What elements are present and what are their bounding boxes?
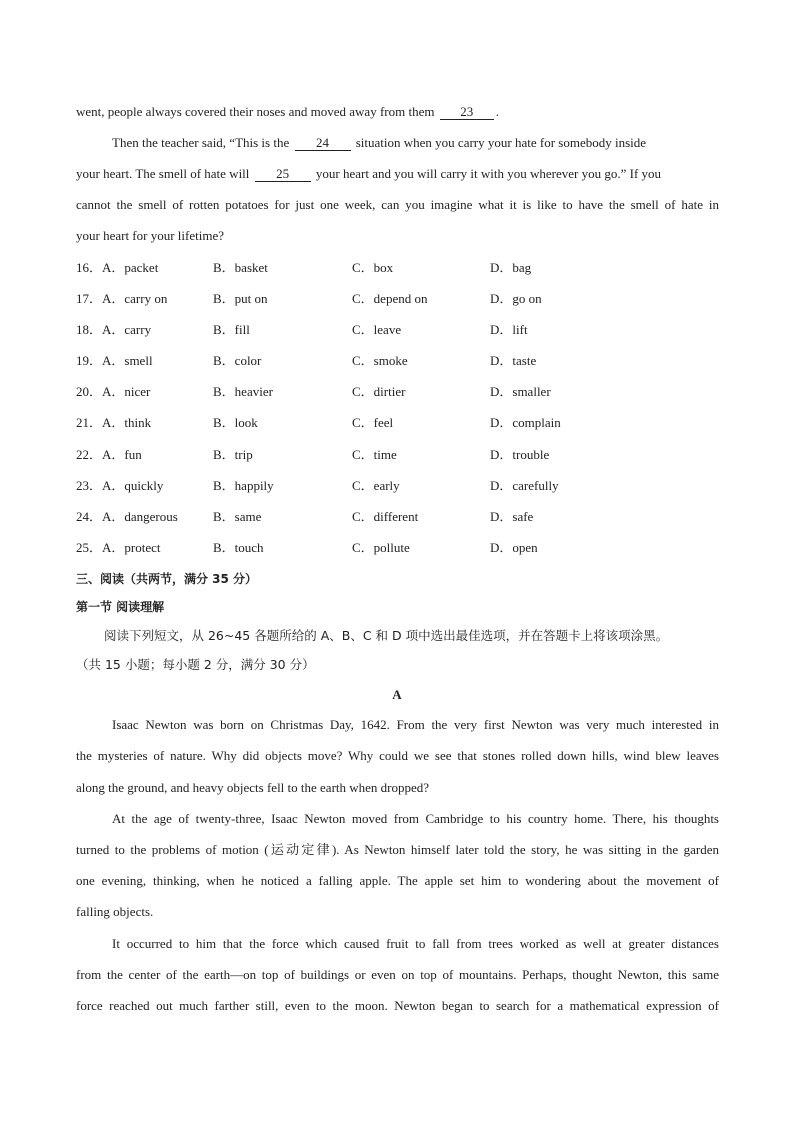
option-b: B．put on — [213, 291, 268, 306]
passage-line: one evening, thinking, when he noticed a falling apple. The apple set him to wondering about the movement of — [76, 873, 719, 888]
cloze-line-5: your heart for your lifetime? — [76, 228, 224, 243]
option-d: D．smaller — [490, 384, 551, 399]
passage-label: A — [392, 687, 402, 702]
cloze-text: went, people always covered their noses and moved away from them — [76, 104, 435, 119]
option-d: D．complain — [490, 415, 561, 430]
cloze-line-3 — [76, 165, 719, 183]
option-d: D．taste — [490, 353, 537, 368]
option-a: 22．A．fun — [76, 447, 142, 462]
option-c: C．feel — [352, 415, 394, 430]
cloze-line-2 — [112, 134, 719, 152]
option-c: C．pollute — [352, 540, 410, 555]
section-heading: 三、阅读（共两节，满分 35 分） — [76, 572, 258, 586]
cloze-line-1 — [76, 103, 719, 121]
option-c: C．time — [352, 447, 397, 462]
option-c: C．early — [352, 478, 400, 493]
passage-line: from the center of the earth—on top of buildings or even on top of mountains. Perhaps, thought Newton, this same — [76, 967, 719, 982]
cloze-text: your heart. The smell of hate will — [76, 166, 250, 181]
instructions-line-1: 阅读下列短文，从 26~45 各题所给的 A、B、C 和 D 项中选出最佳选项，并在答题卡上将该项涂黑。 — [104, 628, 669, 643]
passage-line: At the age of twenty-three, Isaac Newton moved from Cambridge to his country home. There, his thoughts — [112, 811, 719, 826]
option-a: 21．A．think — [76, 415, 152, 430]
option-d: D．lift — [490, 322, 528, 337]
passage-line: It occurred to him that the force which caused fruit to fall from trees worked as well at greater distances — [112, 936, 719, 951]
option-a: 24．A．dangerous — [76, 509, 178, 524]
option-a: 17．A．carry on — [76, 291, 168, 306]
passage-line: falling objects. — [76, 904, 154, 919]
option-b: B．same — [213, 509, 262, 524]
passage-line: force reached out much farther still, even to the moon. Newton began to search for a mathematical expression of — [76, 998, 719, 1013]
option-c: C．dirtier — [352, 384, 406, 399]
option-d: D．open — [490, 540, 538, 555]
option-b: B．look — [213, 415, 258, 430]
option-c: C．box — [352, 260, 394, 275]
option-c: C．leave — [352, 322, 402, 337]
blank-23: 23 — [440, 105, 494, 120]
option-d: D．go on — [490, 291, 542, 306]
option-a: 18．A．carry — [76, 322, 152, 337]
option-b: B．fill — [213, 322, 250, 337]
option-c: C．smoke — [352, 353, 408, 368]
option-a: 16．A．packet — [76, 260, 159, 275]
cloze-text: your heart and you will carry it with you wherever you go.” If you — [315, 166, 662, 181]
option-c: C．different — [352, 509, 419, 524]
option-a: 19．A．smell — [76, 353, 153, 368]
passage-line: the mysteries of nature. Why did objects move? Why could we see that stones rolled down hills, wind blew leaves — [76, 748, 719, 763]
option-d: D．trouble — [490, 447, 550, 462]
instructions-line-2: （共 15 小题；每小题 2 分，满分 30 分） — [76, 657, 315, 672]
blank-25: 25 — [255, 167, 311, 182]
option-b: B．happily — [213, 478, 274, 493]
option-b: B．heavier — [213, 384, 273, 399]
cloze-text: Then the teacher said, “This is the — [112, 135, 290, 150]
option-a: 20．A．nicer — [76, 384, 151, 399]
cloze-text: situation when you carry your hate for somebody inside — [355, 135, 647, 150]
option-a: 23．A．quickly — [76, 478, 164, 493]
blank-24: 24 — [295, 136, 351, 151]
passage-line: Isaac Newton was born on Christmas Day, 1642. From the very first Newton was very much interested in — [112, 717, 719, 732]
option-a: 25．A．protect — [76, 540, 161, 555]
option-d: D．carefully — [490, 478, 559, 493]
option-b: B．trip — [213, 447, 253, 462]
option-d: D．bag — [490, 260, 532, 275]
passage-line: along the ground, and heavy objects fell to the earth when dropped? — [76, 780, 430, 795]
option-b: B．touch — [213, 540, 264, 555]
cloze-text: . — [495, 104, 499, 119]
section-sub-heading: 第一节 阅读理解 — [76, 600, 165, 614]
cloze-line-4: cannot the smell of rotten potatoes for just one week, can you imagine what it is like to have the smell of hate in — [76, 197, 719, 212]
passage-line: turned to the problems of motion (运动定律). As Newton himself later told the story, he was sitting in the garden — [76, 842, 719, 857]
option-b: B．basket — [213, 260, 268, 275]
option-b: B．color — [213, 353, 262, 368]
option-d: D．safe — [490, 509, 534, 524]
option-c: C．depend on — [352, 291, 428, 306]
